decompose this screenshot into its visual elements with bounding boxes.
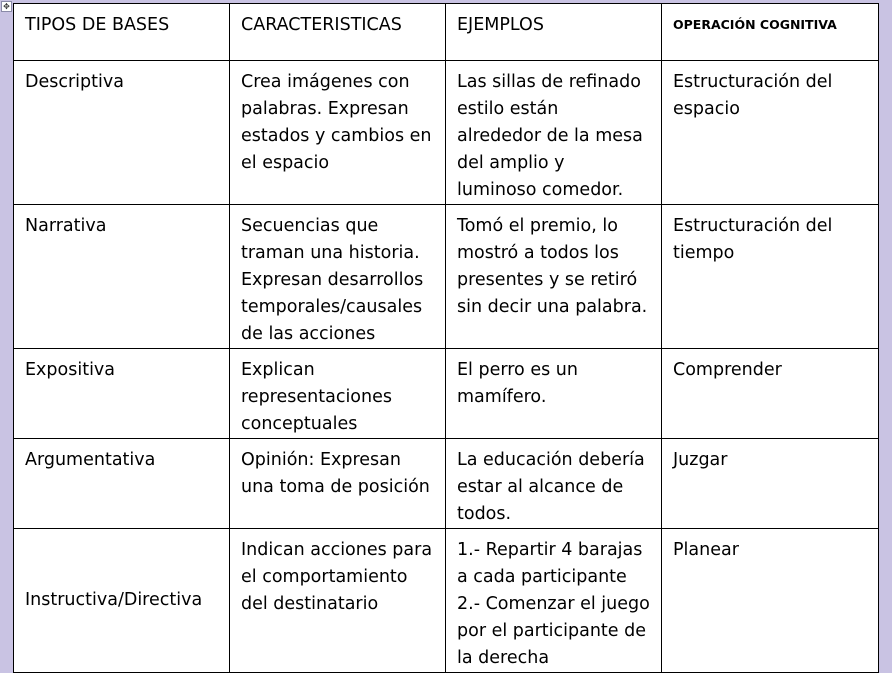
cell-text: el espacio [241,153,330,173]
cell-text: estar al alcance de [457,477,624,497]
cell-text: Explican [241,360,315,380]
cell-text: Tomó el premio, lo [457,216,618,236]
cell-text: La educación debería [457,450,645,470]
cell-text: El perro es un [457,360,578,380]
cell-ejemplos [446,439,662,529]
cell-text: el comportamiento [241,567,408,587]
cell-text: la derecha [457,648,550,668]
cell-text: Expositiva [25,360,116,380]
cell-text: alrededor de la mesa [457,126,643,146]
cell-text: a cada participante [457,567,627,587]
cell-caracteristicas [230,529,446,673]
cell-text: Estructuración del [673,216,833,236]
cell-text: espacio [673,99,740,119]
cell-text: Opinión: Expresan [241,450,401,470]
cell-text: Expresan desarrollos [241,270,424,290]
cell-ejemplos [446,349,662,439]
table-row [14,205,879,349]
cell-text: estados y cambios en [241,126,432,146]
cell-text: traman una historia. [241,243,420,263]
cell-text: del amplio y [457,153,565,173]
cell-text: conceptuales [241,414,358,434]
cell-text: Narrativa [25,216,107,236]
cell-text: mamífero. [457,387,547,407]
cell-text: Comprender [673,360,782,380]
cell-text: Crea imágenes con [241,72,410,92]
cell-text: Juzgar [673,450,728,470]
cell-text: de las acciones [241,324,376,344]
cell-operacion [662,205,879,349]
cell-tipo [14,61,230,205]
cell-operacion [662,529,879,673]
cell-ejemplos [446,529,662,673]
cell-text: una toma de posición [241,477,430,497]
cell-text: Estructuración del [673,72,833,92]
cell-text: sin decir una palabra. [457,297,648,317]
cell-tipo [14,529,230,673]
cell-text: temporales/causales [241,297,423,317]
table-header-row [14,4,879,61]
header-operacion-cognitiva: OPERACIÓN COGNITIVA [662,4,879,61]
cell-text: tiempo [673,243,735,263]
cell-operacion [662,439,879,529]
table-row [14,61,879,205]
cell-ejemplos [446,205,662,349]
bases-table [13,3,879,673]
cell-text: Descriptiva [25,72,124,92]
cell-text: Indican acciones para [241,540,433,560]
cell-operacion [662,349,879,439]
table-row [14,439,879,529]
cell-text: mostró a todos los [457,243,619,263]
table-row [14,529,879,673]
cell-text: luminoso comedor. [457,180,624,200]
cell-tipo [14,349,230,439]
cell-text: Las sillas de refinado [457,72,641,92]
cell-ejemplos [446,61,662,205]
cell-tipo [14,439,230,529]
cell-caracteristicas [230,205,446,349]
cell-tipo [14,205,230,349]
cell-text: del destinatario [241,594,379,614]
cell-text: 1.- Repartir 4 barajas [457,540,643,560]
header-ejemplos: EJEMPLOS [446,4,662,61]
cell-text: Planear [673,540,739,560]
cell-text: presentes y se retiró [457,270,638,290]
cell-operacion [662,61,879,205]
cell-text: Instructiva/Directiva [25,590,203,610]
header-tipos-de-bases: TIPOS DE BASES [14,4,230,61]
cell-text: Argumentativa [25,450,156,470]
cell-text: todos. [457,504,512,524]
cell-text: representaciones [241,387,392,407]
cell-caracteristicas [230,439,446,529]
cell-caracteristicas [230,61,446,205]
cell-caracteristicas [230,349,446,439]
table-row [14,349,879,439]
cell-text: 2.- Comenzar el juego [457,594,650,614]
table-move-handle-icon[interactable]: ✥ [1,1,12,12]
cell-text: por el participante de [457,621,646,641]
cell-text: Secuencias que [241,216,379,236]
cell-text: palabras. Expresan [241,99,409,119]
header-caracteristicas: CARACTERISTICAS [230,4,446,61]
cell-text: estilo están [457,99,559,119]
